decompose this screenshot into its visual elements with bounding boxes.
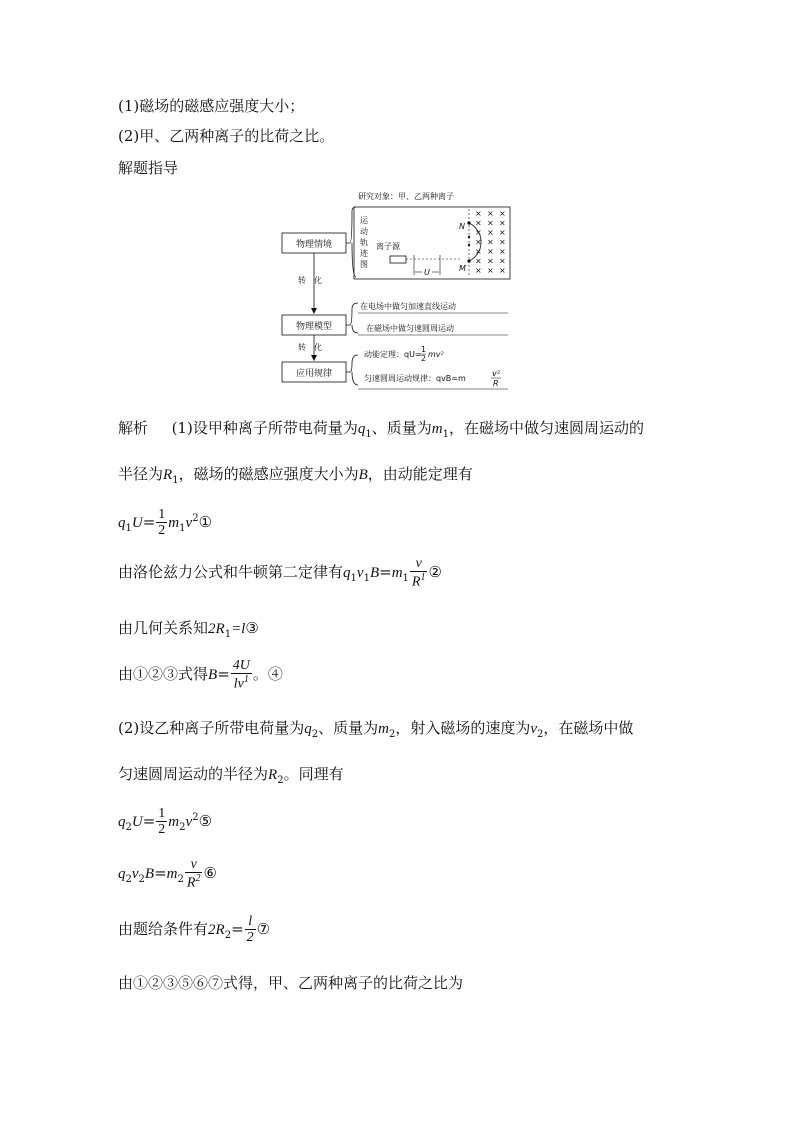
solution-para2-line1: (2)设乙种离子所带电荷量为$q_2$、质量为$m_2$，射入磁场的速度为$v_2$，在磁场中做 [118, 719, 634, 740]
model-line-2: 在磁场中做匀速圆周运动 [366, 324, 454, 333]
field-cross: × [475, 247, 482, 256]
field-cross: × [499, 256, 506, 266]
equation-6: $q_2v_2B=m_2$ $\frac{v}{R^2}$ ⑥ [118, 857, 217, 892]
trajectory-vertical-label [360, 216, 369, 269]
svg-text:1: 1 [421, 345, 427, 354]
box-physics-scenario-label: 物理情境 [295, 240, 333, 250]
field-cross: × [499, 247, 506, 256]
svg-text:动: 动 [360, 227, 368, 236]
svg-text:R: R [493, 379, 499, 388]
field-cross: × [487, 247, 494, 256]
arrow-head-1 [311, 308, 317, 314]
svg-text:运: 运 [360, 216, 368, 225]
point-n-label: N [459, 222, 465, 231]
field-cross: × [475, 266, 482, 275]
solution-label: 解析 [118, 419, 149, 437]
field-cross: × [487, 256, 494, 266]
solution-para1-line1: 解析 (1)设甲种离子所带电荷量为$q_1$、质量为$m_1$，在磁场中做匀速圆周运动的 [118, 419, 644, 440]
field-cross: × [499, 218, 506, 228]
field-cross: × [475, 209, 482, 218]
svg-text:迹: 迹 [360, 249, 368, 258]
svg-text:v²: v² [492, 369, 500, 378]
model-line-1: 在电场中做匀加速直线运动 [360, 302, 456, 311]
field-cross: × [499, 228, 506, 237]
magnetic-field-crosses [475, 209, 506, 275]
law-line-2: 匀速圆周运动规律：qvB=m [364, 374, 466, 383]
convert-label-2: 转 化 [298, 343, 322, 352]
research-object-label: 研究对象：甲、乙两种离子 [358, 192, 454, 201]
question-1: (1)磁场的磁感应强度大小； [118, 97, 305, 115]
field-cross: × [499, 266, 506, 275]
field-cross: × [487, 228, 494, 237]
field-cross: × [487, 266, 494, 275]
equation-7: 由题给条件有$2R_2=$ $\frac{l}{2}$ ⑦ [118, 914, 271, 946]
final-statement: 由①②③⑤⑥⑦式得，甲、乙两种离子的比荷之比为 [118, 974, 464, 992]
question-2: (2)甲、乙两种离子的比荷之比。 [118, 127, 335, 145]
svg-text:图: 图 [360, 260, 368, 269]
voltage-label: U [424, 268, 430, 277]
point-m-label: M [459, 264, 466, 273]
field-cross: × [487, 237, 494, 247]
problem-solving-diagram [280, 185, 515, 395]
field-cross: × [499, 237, 506, 247]
field-cross: × [487, 218, 494, 228]
equation-5: $q_2U=$ $\frac{1}{2}$ $m_2v^2⑤$ [118, 806, 213, 838]
field-cross: × [475, 218, 482, 228]
equation-3: 由几何关系知$2R_1=l③$ [118, 619, 259, 640]
field-cross: × [475, 228, 482, 237]
svg-text:轨: 轨 [360, 238, 368, 247]
ion-source-box [390, 256, 406, 263]
arrow-head-2 [311, 355, 317, 361]
equation-1: $q_1U=$ $\frac{1}{2}$ $m_1v^2①$ [118, 507, 213, 539]
law-line-1: 动能定理：qU= [364, 350, 422, 359]
solution-para2-line2: 匀速圆周运动的半径为$R_2$。同理有 [118, 765, 344, 786]
box-physics-model-label: 物理模型 [295, 322, 333, 332]
convert-label-1: 转 化 [298, 276, 322, 285]
field-cross: × [487, 209, 494, 218]
equation-4: 由①②③式得B= $\frac{4U}{lv^1}$ 。④ [118, 658, 283, 693]
field-cross: × [475, 237, 482, 247]
box-apply-law-label: 应用规律 [295, 369, 333, 379]
svg-text:mv²: mv² [428, 350, 444, 359]
field-cross: × [499, 209, 506, 218]
field-cross: × [475, 256, 482, 266]
guide-title: 解题指导 [118, 159, 179, 177]
solution-para1-line2: 半径为$R_1$，磁场的磁感应强度大小为B，由动能定理有 [118, 465, 473, 486]
equation-2: 由洛伦兹力公式和牛顿第二定律有$q_1v_1B=m_1$ $\frac{v}{R^1}$ ② [118, 556, 442, 591]
ion-source-label: 离子源 [376, 242, 400, 251]
svg-text:2: 2 [421, 354, 427, 363]
